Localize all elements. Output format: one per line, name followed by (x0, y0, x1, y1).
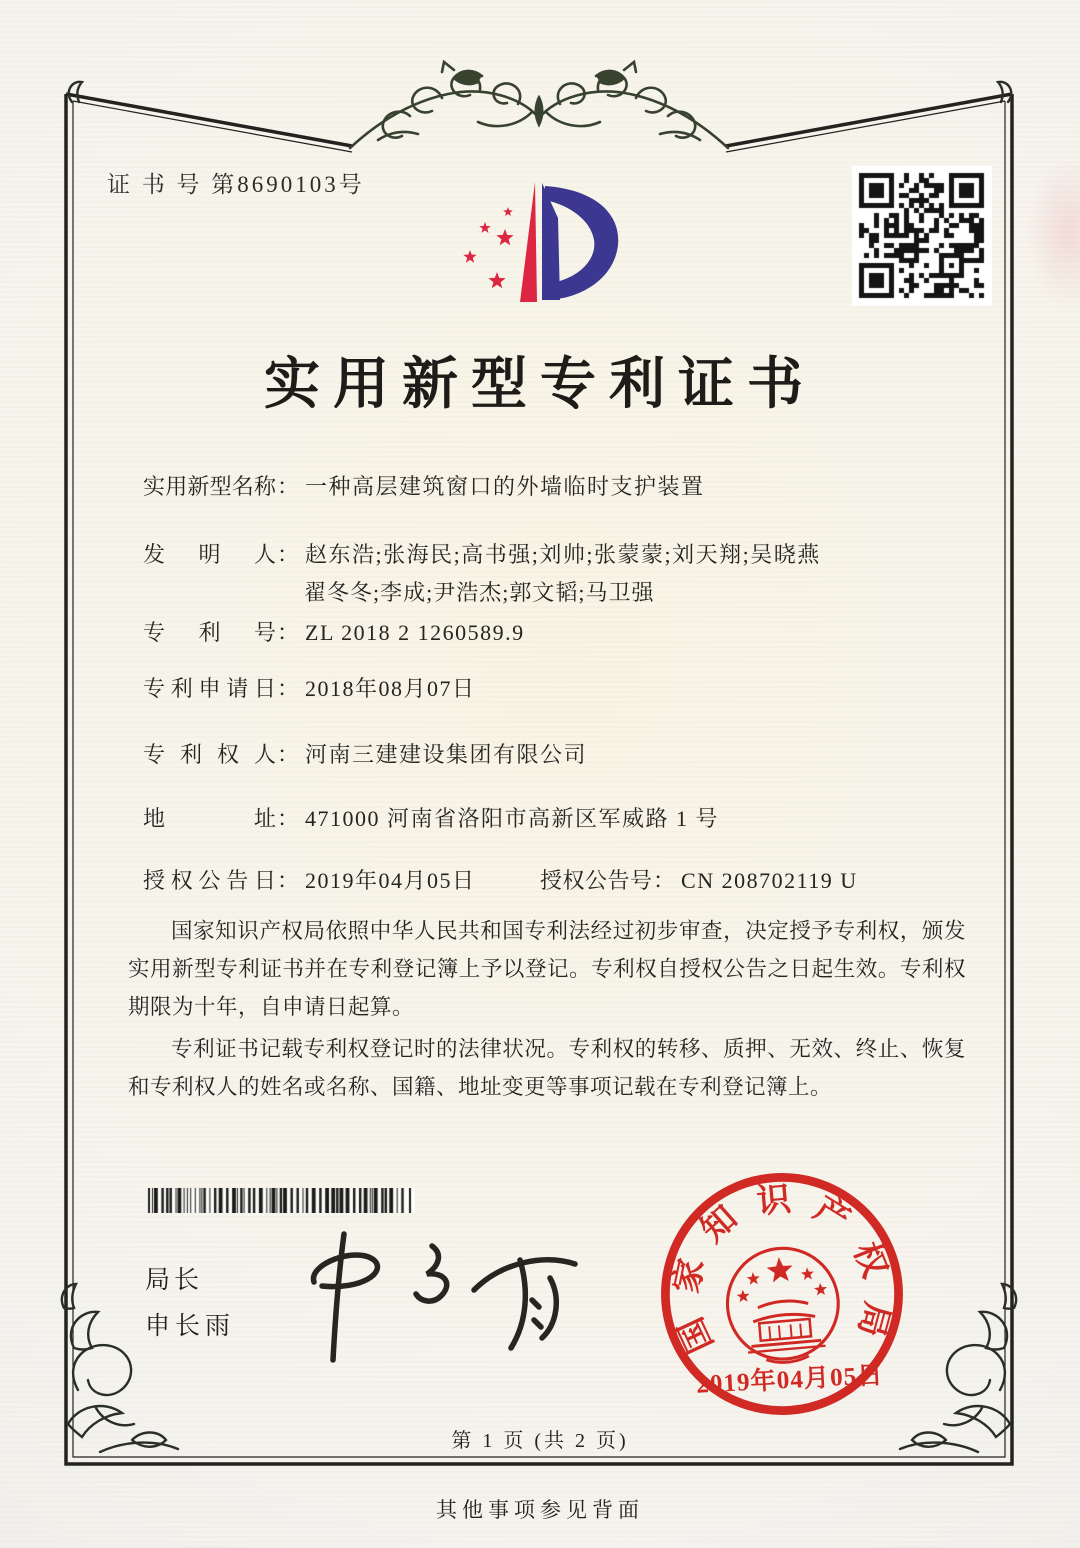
svg-text:产: 产 (807, 1190, 856, 1240)
field-grant-number (540, 864, 858, 895)
colon: ： (277, 806, 300, 831)
field-inventors-line2: 翟冬冬;李成;尹浩杰;郭文韬;马卫强 (304, 580, 655, 605)
colon: ： (277, 620, 300, 645)
legal-text (128, 912, 966, 1110)
seal-date: 2019年04月05日 (695, 1360, 885, 1399)
svg-text:局: 局 (850, 1298, 896, 1341)
qr-code-icon (852, 166, 992, 306)
colon: ： (277, 474, 300, 499)
field-value: 2018年08月07日 (305, 676, 476, 701)
field-value: 赵东浩;张海民;高书强;刘帅;张蒙蒙;刘天翔;吴晓燕 (305, 542, 821, 567)
certificate-number: 证 书 号 第8690103号 (107, 172, 365, 197)
handwritten-signature-icon (282, 1228, 582, 1368)
field-patent-number (143, 616, 525, 647)
field-label: 发明人 (143, 542, 276, 567)
field-grant-date (143, 864, 476, 895)
field-label: 地址 (143, 806, 276, 831)
colon: ： (653, 868, 676, 893)
field-address (143, 802, 719, 833)
colon: ： (277, 542, 300, 567)
official-seal (634, 1143, 929, 1446)
field-label: 授权公告号 (540, 868, 652, 893)
svg-text:知: 知 (694, 1199, 745, 1250)
svg-text:家: 家 (668, 1255, 712, 1297)
field-value: CN 208702119 U (681, 868, 858, 893)
field-patentee (143, 738, 587, 769)
svg-text:权: 权 (846, 1237, 894, 1283)
svg-text:识: 识 (755, 1181, 793, 1222)
field-label: 授权公告日 (143, 868, 276, 893)
colon: ： (277, 868, 300, 893)
field-utility-model-name (143, 470, 705, 501)
field-value: 一种高层建筑窗口的外墙临时支护装置 (305, 474, 705, 499)
field-label: 专利号 (143, 620, 276, 645)
field-value: 2019年04月05日 (305, 868, 476, 893)
barcode-icon (147, 1188, 415, 1213)
dragon-ornament (350, 62, 728, 148)
legal-paragraph-2: 专利证书记载专利权登记时的法律状况。专利权的转移、质押、无效、终止、恢复和专利权人的姓名或名称、国籍、地址变更等事项记载在专利登记簿上。 (128, 1037, 966, 1099)
certificate-title: 实用新型专利证书 (264, 354, 816, 416)
field-value: 河南三建建设集团有限公司 (305, 742, 588, 767)
colon: ： (277, 676, 300, 701)
field-label: 专利权人 (143, 742, 276, 767)
field-filing-date (143, 672, 476, 703)
svg-text:国: 国 (672, 1311, 721, 1359)
legal-paragraph-1: 国家知识产权局依照中华人民共和国专利法经过初步审查，决定授予专利权，颁发实用新型专利证书并在专利登记簿上予以登记。专利权自授权公告之日起生效。专利权期限为十年，自申请日起算。 (128, 919, 966, 1019)
national-emblem-icon (723, 1244, 843, 1367)
page-number: 第 1 页 (共 2 页) (451, 1430, 629, 1452)
cnipa-patent-logo-icon (450, 158, 660, 318)
field-inventors (143, 538, 821, 569)
director-name: 申长雨 (145, 1313, 236, 1340)
colon: ： (277, 742, 300, 767)
back-side-note: 其他事项参见背面 (436, 1498, 644, 1522)
field-value: ZL 2018 2 1260589.9 (305, 620, 525, 645)
field-value: 471000 河南省洛阳市高新区军威路 1 号 (305, 806, 720, 831)
field-label: 专利申请日 (143, 676, 276, 701)
field-label: 实用新型名称 (143, 474, 276, 499)
director-title: 局长 (145, 1267, 204, 1294)
